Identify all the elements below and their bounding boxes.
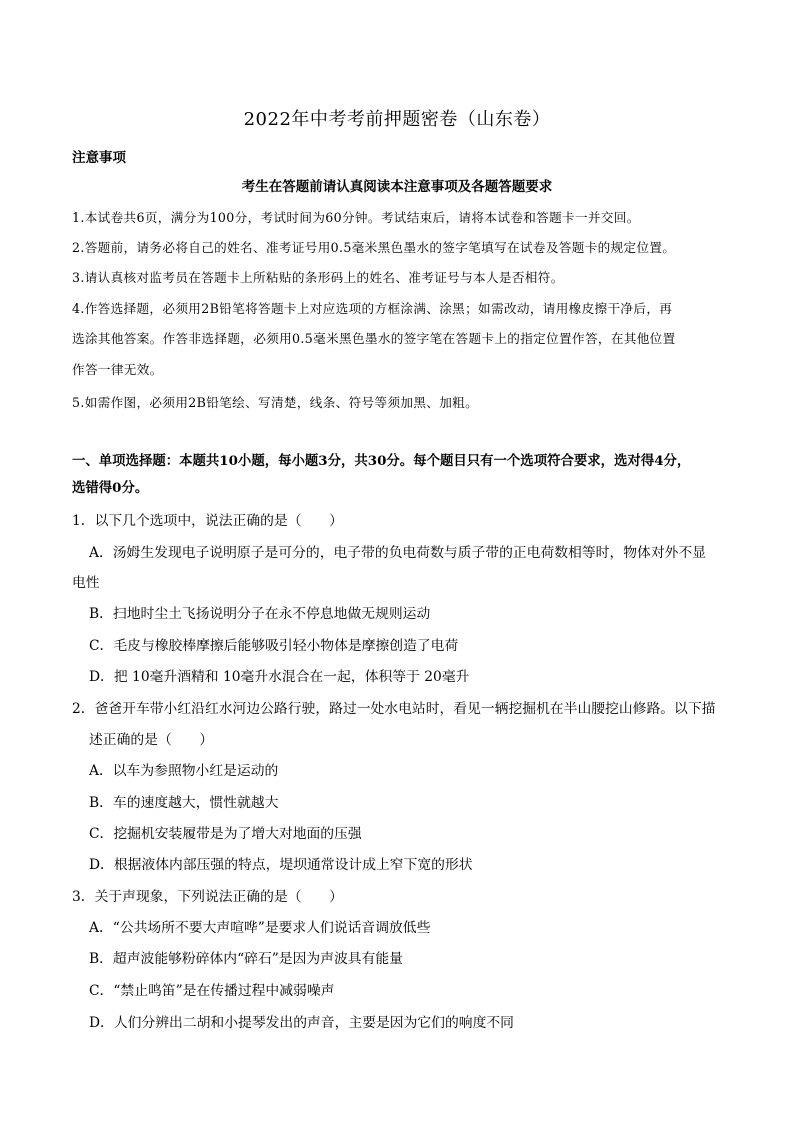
question-option: A．汤姆生发现电子说明原子是可分的，电子带的负电荷数与质子带的正电荷数相等时，物体对外不显 (89, 545, 707, 561)
question-option: B．车的速度越大，惯性就越大 (89, 795, 279, 811)
notice-item: 4.作答选择题，必须用2B铅笔将答题卡上对应选项的方框涂满、涂黑；如需改动，请用橡皮擦干净后，再 (72, 301, 673, 316)
page-title: 2022年中考考前押题密卷（山东卷） (243, 109, 551, 130)
question-option: C．毛皮与橡胶棒摩擦后能够吸引轻小物体是摩擦创造了电荷 (89, 638, 459, 654)
section-heading: 一、单项选择题：本题共10小题，每小题3分，共30分。每个题目只有一个选项符合要求，选对得4分， (72, 453, 691, 469)
question-option: D．根据液体内部压强的特点，堤坝通常设计成上窄下宽的形状 (89, 857, 473, 873)
question-option: A．“公共场所不要大声喧哗”是要求人们说话音调放低些 (89, 920, 431, 936)
notice-item: 5.如需作图，必须用2B铅笔绘、写清楚，线条、符号等须加黑、加粗。 (72, 395, 479, 410)
notice-item: 1.本试卷共6页，满分为100分，考试时间为60分钟。考试结束后，请将本试卷和答题卡一并交回。 (72, 210, 640, 225)
question-option: D．人们分辨出二胡和小提琴发出的声音，主要是因为它们的响度不同 (89, 1015, 514, 1031)
question-stem: 1．以下几个选项中，说法正确的是（ ） (72, 513, 343, 529)
section-heading-cont: 选错得0分。 (72, 480, 149, 496)
notice-heading: 注意事项 (72, 150, 126, 166)
notice-item: 2.答题前，请务必将自己的姓名、准考证号用0.5毫米黑色墨水的签字笔填写在试卷及答题卡的规定位置。 (72, 240, 676, 255)
question-option-cont: 电性 (72, 575, 100, 591)
question-stem: 3．关于声现象，下列说法正确的是（ ） (72, 889, 343, 905)
question-option: B．超声波能够粉碎体内“碎石”是因为声波具有能量 (89, 951, 403, 967)
question-option: C．挖掘机安装履带是为了增大对地面的压强 (89, 826, 362, 842)
notice-subheading: 考生在答题前请认真阅读本注意事项及各题答题要求 (241, 179, 553, 195)
question-stem: 2．爸爸开车带小红沿红水河边公路行驶，路过一处水电站时，看见一辆挖掘机在半山腰挖山修路。以下描 (72, 701, 716, 717)
notice-item: 选涂其他答案。作答非选择题，必须用0.5毫米黑色墨水的签字笔在答题卡上的指定位置作答，在其他位置 (72, 331, 676, 346)
question-option: D．把 10毫升酒精和 10毫升水混合在一起，体积等于 20毫升 (89, 669, 470, 685)
notice-item: 作答一律无效。 (72, 362, 163, 377)
question-option: B．扫地时尘土飞扬说明分子在永不停息地做无规则运动 (89, 606, 431, 622)
question-stem-cont: 述正确的是（ ） (89, 732, 214, 748)
notice-item: 3.请认真核对监考员在答题卡上所粘贴的条形码上的姓名、准考证号与本人是否相符。 (72, 270, 564, 285)
question-option: C．“禁止鸣笛”是在传播过程中减弱噪声 (89, 983, 335, 999)
question-option: A．以车为参照物小红是运动的 (89, 763, 279, 779)
